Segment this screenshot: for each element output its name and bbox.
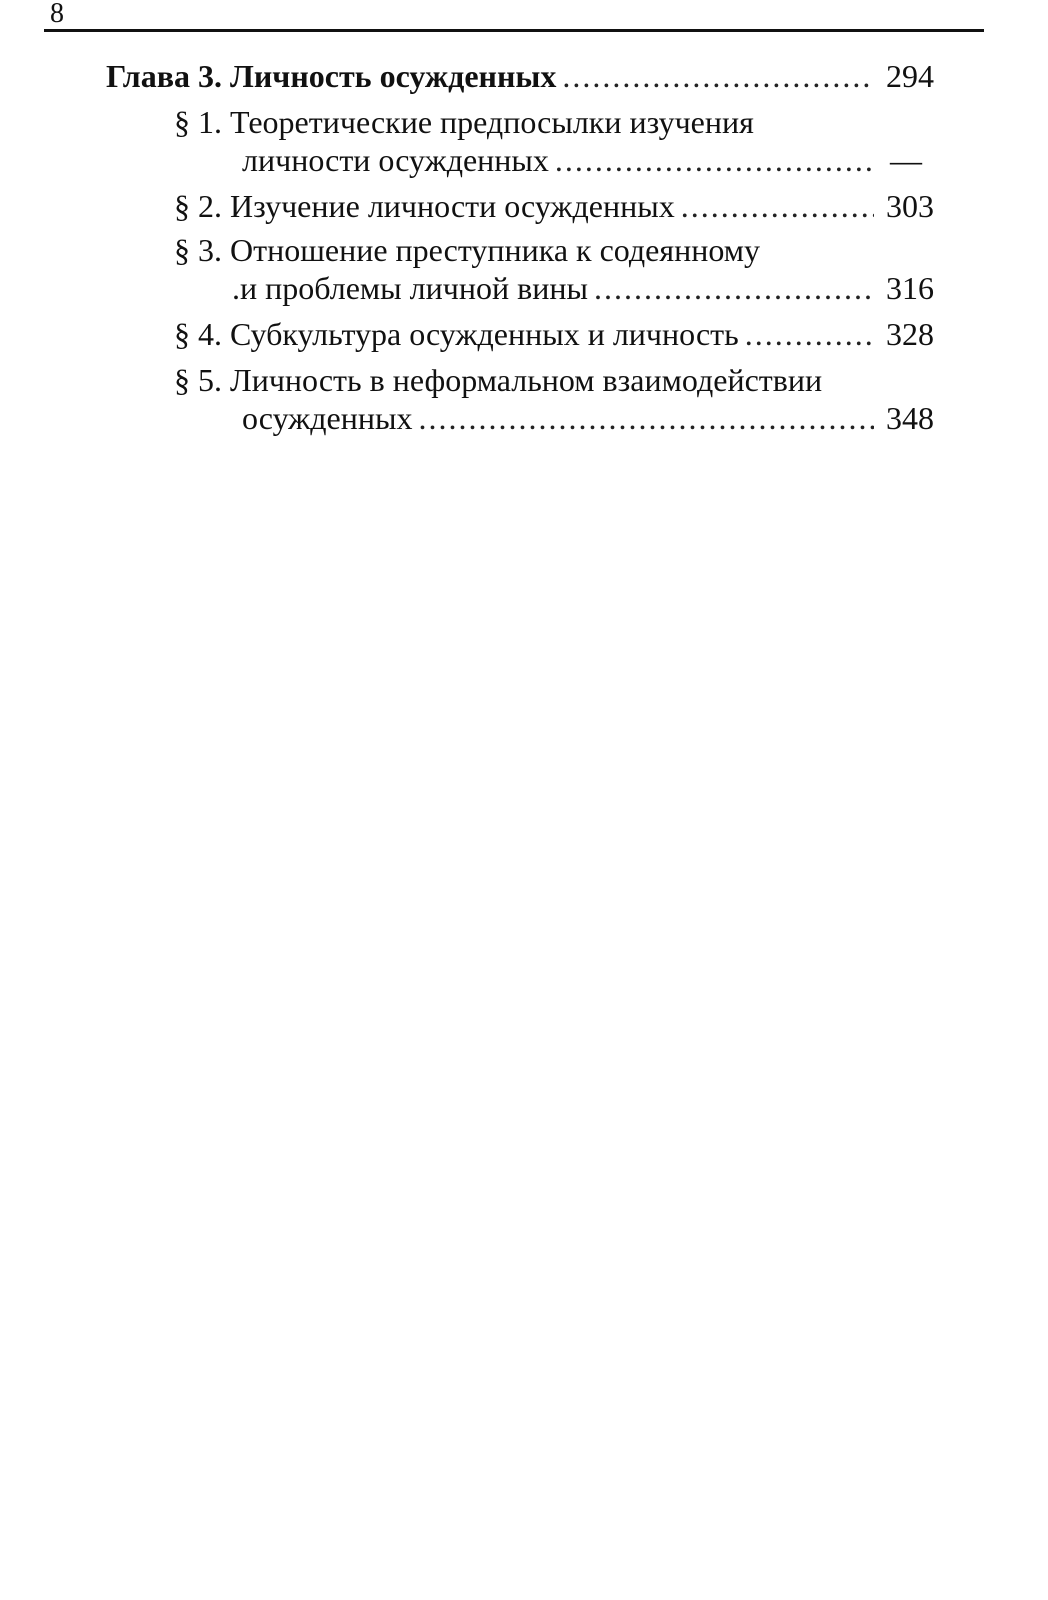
section-page: 348 <box>886 400 934 436</box>
toc-section-3-line1 <box>174 230 760 270</box>
toc-section-1-line1 <box>174 102 754 142</box>
section-title-cont: .и проблемы личной вины <box>232 270 588 306</box>
page-number: 8 <box>50 0 64 29</box>
dot-leader <box>681 186 874 226</box>
section-page: — <box>890 142 922 178</box>
section-page: 316 <box>886 270 934 306</box>
toc-section-4 <box>174 314 934 354</box>
section-title-cont: личности осужденных <box>242 142 549 178</box>
toc-section-2 <box>174 186 934 226</box>
section-page: 328 <box>886 316 934 352</box>
toc-section-1-line2 <box>242 140 934 180</box>
section-title-cont: осужденных <box>242 400 413 436</box>
chapter-title: Глава 3. Личность осужденных <box>106 58 557 94</box>
dot-leader <box>562 56 874 96</box>
dot-leader <box>594 268 874 308</box>
toc-section-3-line2 <box>232 268 934 308</box>
section-page: 303 <box>886 188 934 224</box>
section-title: § 3. Отношение преступника к содеянному <box>174 232 760 268</box>
toc-section-5-line2 <box>242 398 934 438</box>
dot-leader <box>745 314 874 354</box>
toc-chapter-3 <box>106 56 934 96</box>
chapter-page: 294 <box>886 58 934 94</box>
section-title: § 5. Личность в неформальном взаимодействии <box>174 362 823 398</box>
section-title: § 2. Изучение личности осужденных <box>174 188 675 224</box>
dot-leader <box>555 140 874 180</box>
dot-leader <box>419 398 875 438</box>
toc-section-5-line1 <box>174 360 822 400</box>
section-title: § 1. Теоретические предпосылки изучения <box>174 104 754 140</box>
section-title: § 4. Субкультура осужденных и личность <box>174 316 739 352</box>
